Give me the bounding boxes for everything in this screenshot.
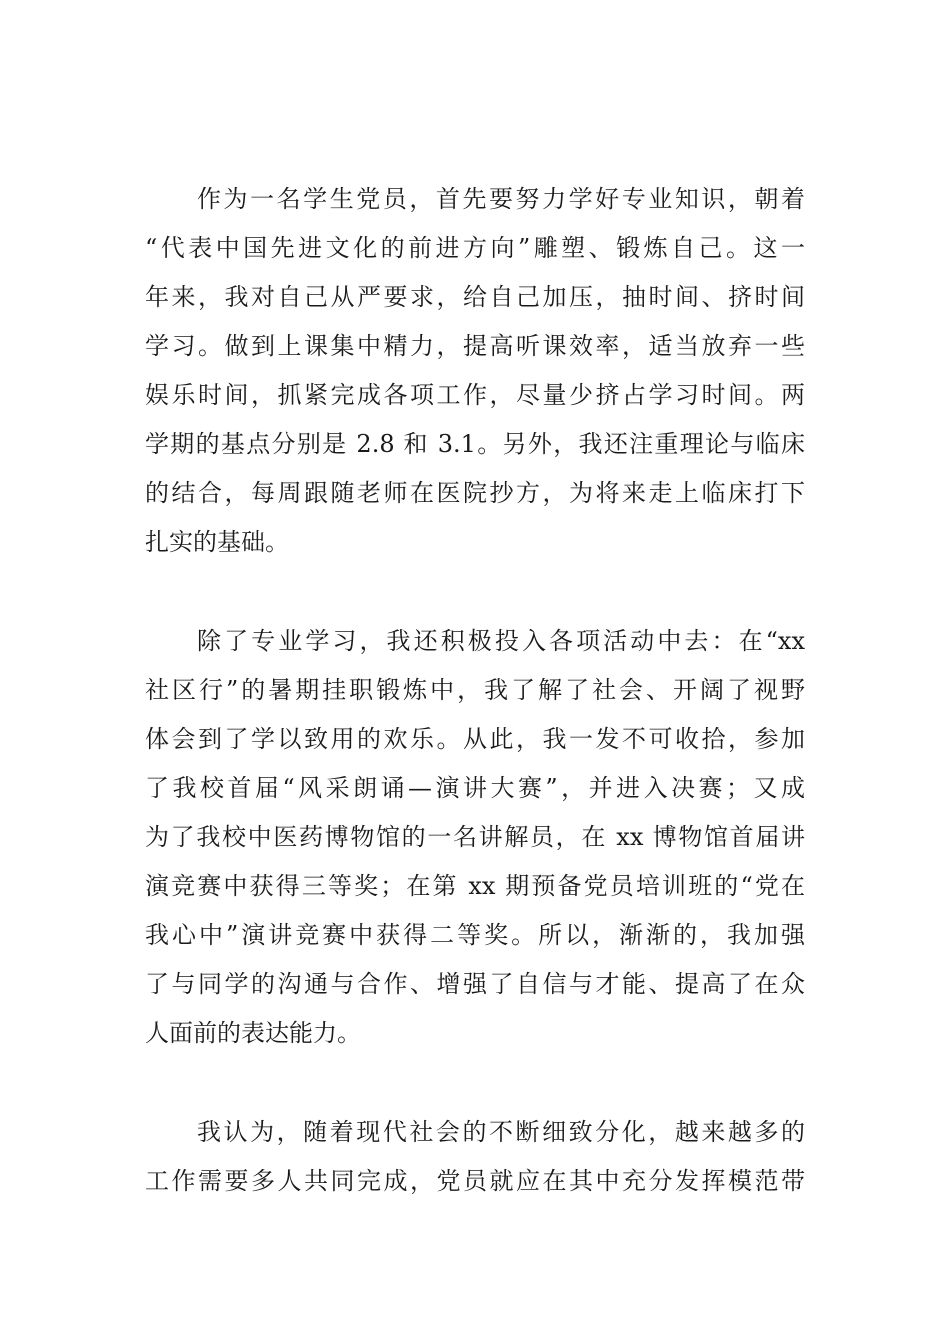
paragraph-spacer bbox=[145, 567, 805, 617]
text-line: 体会到了学以致用的欢乐。从此，我一发不可收拾，参加 bbox=[145, 725, 805, 753]
text-line: 娱乐时间，抓紧完成各项工作，尽量少挤占学习时间。两 bbox=[145, 381, 805, 409]
text-line: 除了专业学习，我还积极投入各项活动中去：在“xx bbox=[197, 627, 805, 655]
text-line: 人面前的表达能力。 bbox=[145, 1019, 361, 1047]
paragraph-teamwork bbox=[145, 1108, 805, 1206]
paragraph-spacer bbox=[145, 1058, 805, 1108]
text-line: 工作需要多人共同完成，党员就应在其中充分发挥模范带 bbox=[145, 1167, 805, 1195]
paragraph-activities bbox=[145, 617, 805, 1058]
text-line: “代表中国先进文化的前进方向”雕塑、锻炼自己。这一 bbox=[145, 234, 805, 262]
text-line: 学习。做到上课集中精力，提高听课效率，适当放弃一些 bbox=[145, 332, 805, 360]
text-line: 了我校首届“风采朗诵—演讲大赛”，并进入决赛；又成 bbox=[145, 774, 805, 802]
text-line: 社区行”的暑期挂职锻炼中，我了解了社会、开阔了视野 bbox=[145, 676, 805, 704]
text-line: 我心中”演讲竞赛中获得二等奖。所以，渐渐的，我加强 bbox=[145, 921, 805, 949]
text-line: 年来，我对自己从严要求，给自己加压，抽时间、挤时间 bbox=[145, 283, 805, 311]
text-line: 我认为，随着现代社会的不断细致分化，越来越多的 bbox=[197, 1118, 805, 1146]
text-line: 扎实的基础。 bbox=[145, 528, 289, 556]
document-body bbox=[145, 175, 805, 1206]
text-line: 学期的基点分别是 2.8 和 3.1。另外，我还注重理论与临床 bbox=[145, 430, 805, 458]
text-line: 为了我校中医药博物馆的一名讲解员，在 xx 博物馆首届讲 bbox=[145, 823, 805, 851]
paragraph-study bbox=[145, 175, 805, 567]
text-line: 作为一名学生党员，首先要努力学好专业知识，朝着 bbox=[197, 185, 805, 213]
text-line: 了与同学的沟通与合作、增强了自信与才能、提高了在众 bbox=[145, 970, 805, 998]
text-line: 的结合，每周跟随老师在医院抄方，为将来走上临床打下 bbox=[145, 479, 805, 507]
text-line: 演竞赛中获得三等奖；在第 xx 期预备党员培训班的“党在 bbox=[145, 872, 805, 900]
